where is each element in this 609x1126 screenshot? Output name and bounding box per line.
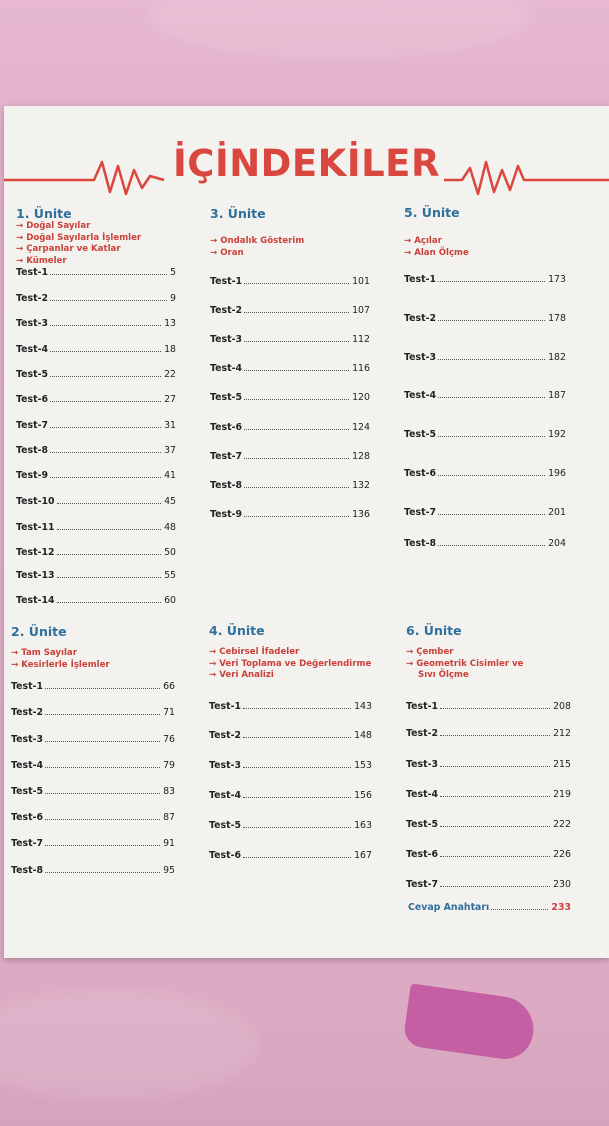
fabric-fold — [0, 990, 260, 1100]
entry-label: Test-6 — [404, 468, 436, 479]
entry-label: Test-2 — [406, 728, 438, 739]
entry-label: Test-4 — [210, 363, 242, 374]
dot-leader — [57, 577, 162, 578]
page-number: 9 — [170, 293, 176, 304]
test-entry[interactable] — [406, 698, 571, 712]
page-number: 22 — [164, 369, 176, 380]
page-number: 66 — [163, 681, 175, 692]
page-title: İÇİNDEKİLER — [173, 142, 440, 185]
page-number: 208 — [553, 701, 571, 712]
dot-leader — [438, 281, 545, 282]
test-entry[interactable] — [406, 846, 571, 860]
page-number: 18 — [164, 344, 176, 355]
dot-leader — [50, 274, 167, 275]
entry-label: Test-2 — [209, 730, 241, 741]
test-entry[interactable] — [11, 783, 175, 797]
entry-label: Cevap Anahtarı — [408, 902, 490, 913]
topic-list — [404, 236, 469, 259]
dot-leader — [438, 545, 545, 546]
test-entry[interactable] — [406, 725, 571, 739]
entry-label: Test-4 — [16, 344, 48, 355]
dot-leader — [57, 503, 162, 504]
dot-leader — [45, 845, 160, 846]
test-entry[interactable] — [16, 366, 176, 380]
dot-leader — [243, 857, 351, 858]
topic-item: → Çarpanlar ve Katlar — [16, 244, 141, 256]
entry-label: Test-3 — [404, 352, 436, 363]
page-number: 87 — [163, 812, 175, 823]
test-entry[interactable] — [210, 360, 370, 374]
test-entry[interactable] — [11, 862, 175, 876]
dot-leader — [440, 826, 550, 827]
entry-label: Test-2 — [210, 305, 242, 316]
dot-leader — [244, 516, 349, 517]
dot-leader — [45, 819, 160, 820]
entry-label: Test-11 — [16, 522, 55, 533]
page-number: 173 — [548, 274, 566, 285]
answer-key-entry[interactable] — [408, 899, 571, 913]
entry-label: Test-8 — [16, 445, 48, 456]
test-entry[interactable] — [404, 535, 566, 549]
entry-label: Test-2 — [11, 707, 43, 718]
test-entry[interactable] — [16, 290, 176, 304]
test-entry[interactable] — [209, 757, 372, 771]
page-number: 163 — [354, 820, 372, 831]
page-number: 222 — [553, 819, 571, 830]
dot-leader — [57, 602, 162, 603]
dot-leader — [438, 436, 545, 437]
entry-label: Test-7 — [406, 879, 438, 890]
test-entry[interactable] — [406, 756, 571, 770]
topic-item: → Alan Ölçme — [404, 248, 469, 260]
entry-label: Test-4 — [406, 789, 438, 800]
test-entry[interactable] — [11, 835, 175, 849]
dot-leader — [491, 909, 548, 910]
test-entry[interactable] — [16, 315, 176, 329]
test-entry[interactable] — [11, 704, 175, 718]
page-number: 13 — [164, 318, 176, 329]
test-entry[interactable] — [11, 809, 175, 823]
page-number: 233 — [551, 902, 571, 913]
dot-leader — [244, 312, 349, 313]
topic-item: → Kümeler — [16, 256, 141, 268]
dot-leader — [45, 793, 160, 794]
unit-title: 5. Ünite — [404, 205, 460, 220]
test-entry[interactable] — [16, 544, 176, 558]
entry-label: Test-14 — [16, 595, 55, 606]
page-number: 178 — [548, 313, 566, 324]
page-number: 79 — [163, 760, 175, 771]
page-number: 230 — [553, 879, 571, 890]
dot-leader — [45, 872, 160, 873]
page-number: 55 — [164, 570, 176, 581]
page-number: 132 — [352, 480, 370, 491]
dot-leader — [438, 397, 545, 398]
page-number: 120 — [352, 392, 370, 403]
dot-leader — [244, 429, 349, 430]
topic-item: Sıvı Ölçme — [418, 670, 469, 681]
unit-title: 2. Ünite — [11, 624, 67, 639]
dot-leader — [50, 300, 167, 301]
entry-label: Test-10 — [16, 496, 55, 507]
test-entry[interactable] — [210, 506, 370, 520]
test-entry[interactable] — [404, 465, 566, 479]
test-entry[interactable] — [406, 816, 571, 830]
entry-label: Test-6 — [210, 422, 242, 433]
dot-leader — [244, 487, 349, 488]
topic-item: → Doğal Sayılarla İşlemler — [16, 233, 141, 245]
dot-leader — [440, 856, 550, 857]
dot-leader — [244, 341, 349, 342]
topic-item: → Veri Toplama ve Değerlendirme — [209, 659, 371, 671]
dot-leader — [50, 427, 161, 428]
test-entry[interactable] — [404, 310, 566, 324]
dot-leader — [440, 708, 550, 709]
dot-leader — [440, 735, 550, 736]
fabric-fold — [150, 0, 530, 60]
test-entry[interactable] — [16, 391, 176, 405]
ribbon-bookmark — [402, 983, 537, 1062]
dot-leader — [45, 767, 160, 768]
page-number: 136 — [352, 509, 370, 520]
test-entry[interactable] — [209, 847, 372, 861]
page-number: 83 — [163, 786, 175, 797]
page-number: 156 — [354, 790, 372, 801]
entry-label: Test-5 — [210, 392, 242, 403]
entry-label: Test-4 — [209, 790, 241, 801]
entry-label: Test-1 — [209, 701, 241, 712]
dot-leader — [57, 554, 162, 555]
entry-label: Test-1 — [404, 274, 436, 285]
test-entry[interactable] — [16, 592, 176, 606]
page-number: 143 — [354, 701, 372, 712]
entry-label: Test-1 — [210, 276, 242, 287]
page-number: 31 — [164, 420, 176, 431]
page-number: 112 — [352, 334, 370, 345]
entry-label: Test-5 — [209, 820, 241, 831]
entry-label: Test-9 — [16, 470, 48, 481]
page-number: 219 — [553, 789, 571, 800]
test-entry[interactable] — [11, 678, 175, 692]
page-number: 215 — [553, 759, 571, 770]
page-number: 201 — [548, 507, 566, 518]
page-number: 27 — [164, 394, 176, 405]
dot-leader — [50, 452, 161, 453]
topic-item: → Açılar — [404, 236, 469, 248]
dot-leader — [244, 458, 349, 459]
dot-leader — [50, 477, 161, 478]
test-entry[interactable] — [11, 757, 175, 771]
page-number: 60 — [164, 595, 176, 606]
topic-item: → Kesirlerle İşlemler — [11, 660, 110, 672]
entry-label: Test-3 — [11, 734, 43, 745]
page-number: 153 — [354, 760, 372, 771]
entry-label: Test-2 — [16, 293, 48, 304]
dot-leader — [440, 796, 550, 797]
topic-list — [406, 647, 523, 682]
entry-label: Test-5 — [406, 819, 438, 830]
test-entry[interactable] — [210, 273, 370, 287]
topic-item: → Doğal Sayılar — [16, 221, 141, 233]
dot-leader — [438, 475, 545, 476]
entry-label: Test-3 — [16, 318, 48, 329]
test-entry[interactable] — [209, 727, 372, 741]
entry-label: Test-7 — [16, 420, 48, 431]
test-entry[interactable] — [404, 387, 566, 401]
test-entry[interactable] — [404, 426, 566, 440]
test-entry[interactable] — [210, 419, 370, 433]
topic-item: → Veri Analizi — [209, 670, 371, 682]
unit-title: 4. Ünite — [209, 623, 265, 638]
page-number: 50 — [164, 547, 176, 558]
dot-leader — [243, 827, 351, 828]
entry-label: Test-1 — [16, 267, 48, 278]
test-entry[interactable] — [16, 567, 176, 581]
test-entry[interactable] — [404, 271, 566, 285]
entry-label: Test-8 — [404, 538, 436, 549]
entry-label: Test-4 — [404, 390, 436, 401]
page-number: 226 — [553, 849, 571, 860]
test-entry[interactable] — [11, 731, 175, 745]
topic-item: → Cebirsel İfadeler — [209, 647, 371, 659]
page-number: 41 — [164, 470, 176, 481]
dot-leader — [45, 688, 160, 689]
entry-label: Test-3 — [406, 759, 438, 770]
test-entry[interactable] — [16, 493, 176, 507]
test-entry[interactable] — [406, 786, 571, 800]
dot-leader — [244, 399, 349, 400]
topic-item: → Oran — [210, 248, 304, 260]
page-number: 107 — [352, 305, 370, 316]
entry-label: Test-7 — [11, 838, 43, 849]
dot-leader — [438, 320, 545, 321]
dot-leader — [57, 529, 162, 530]
dot-leader — [50, 325, 161, 326]
page-number: 148 — [354, 730, 372, 741]
test-entry[interactable] — [209, 787, 372, 801]
page-number: 187 — [548, 390, 566, 401]
topic-item: → Ondalık Gösterim — [210, 236, 304, 248]
test-entry[interactable] — [16, 341, 176, 355]
page-number: 37 — [164, 445, 176, 456]
dot-leader — [243, 767, 351, 768]
test-entry[interactable] — [404, 504, 566, 518]
test-entry[interactable] — [209, 698, 372, 712]
dot-leader — [440, 886, 550, 887]
topic-list — [209, 647, 371, 682]
entry-label: Test-4 — [11, 760, 43, 771]
dot-leader — [440, 766, 550, 767]
entry-label: Test-5 — [16, 369, 48, 380]
entry-label: Test-5 — [404, 429, 436, 440]
page-number: 167 — [354, 850, 372, 861]
page-number: 95 — [163, 865, 175, 876]
page-number: 182 — [548, 352, 566, 363]
dot-leader — [244, 370, 349, 371]
unit-title: 1. Ünite — [16, 206, 72, 221]
topic-item: → Geometrik Cisimler ve — [406, 659, 523, 671]
test-entry[interactable] — [210, 302, 370, 316]
topic-list — [16, 221, 141, 267]
dot-leader — [45, 714, 160, 715]
entry-label: Test-8 — [210, 480, 242, 491]
topic-list — [210, 236, 304, 259]
page-number: 5 — [170, 267, 176, 278]
page-number: 116 — [352, 363, 370, 374]
page-number: 91 — [163, 838, 175, 849]
test-entry[interactable] — [16, 417, 176, 431]
entry-label: Test-13 — [16, 570, 55, 581]
test-entry[interactable] — [210, 389, 370, 403]
unit-title: 3. Ünite — [210, 206, 266, 221]
test-entry[interactable] — [16, 519, 176, 533]
unit-title: 6. Ünite — [406, 623, 462, 638]
entry-label: Test-6 — [16, 394, 48, 405]
page-number: 204 — [548, 538, 566, 549]
test-entry[interactable] — [16, 442, 176, 456]
entry-label: Test-2 — [404, 313, 436, 324]
dot-leader — [45, 741, 160, 742]
page-number: 71 — [163, 707, 175, 718]
page-number: 124 — [352, 422, 370, 433]
page-number: 192 — [548, 429, 566, 440]
entry-label: Test-1 — [406, 701, 438, 712]
test-entry[interactable] — [210, 331, 370, 345]
dot-leader — [243, 797, 351, 798]
entry-label: Test-7 — [404, 507, 436, 518]
page-number: 45 — [164, 496, 176, 507]
entry-label: Test-7 — [210, 451, 242, 462]
entry-label: Test-5 — [11, 786, 43, 797]
entry-label: Test-6 — [11, 812, 43, 823]
dot-leader — [438, 514, 545, 515]
entry-label: Test-8 — [11, 865, 43, 876]
dot-leader — [243, 708, 351, 709]
test-entry[interactable] — [210, 448, 370, 462]
entry-label: Test-6 — [406, 849, 438, 860]
dot-leader — [50, 376, 161, 377]
entry-label: Test-9 — [210, 509, 242, 520]
page-number: 128 — [352, 451, 370, 462]
test-entry[interactable] — [16, 467, 176, 481]
dot-leader — [438, 359, 545, 360]
entry-label: Test-1 — [11, 681, 43, 692]
entry-label: Test-3 — [210, 334, 242, 345]
dot-leader — [244, 283, 349, 284]
page-number: 101 — [352, 276, 370, 287]
topic-item: → Çember — [406, 647, 523, 659]
dot-leader — [243, 737, 351, 738]
topic-list — [11, 648, 110, 671]
test-entry[interactable] — [16, 264, 176, 278]
topic-item: → Tam Sayılar — [11, 648, 110, 660]
page-number: 196 — [548, 468, 566, 479]
test-entry[interactable] — [406, 876, 571, 890]
dot-leader — [50, 351, 161, 352]
test-entry[interactable] — [209, 817, 372, 831]
page-number: 76 — [163, 734, 175, 745]
test-entry[interactable] — [210, 477, 370, 491]
page-number: 48 — [164, 522, 176, 533]
entry-label: Test-3 — [209, 760, 241, 771]
page-number: 212 — [553, 728, 571, 739]
dot-leader — [50, 401, 161, 402]
entry-label: Test-12 — [16, 547, 55, 558]
entry-label: Test-6 — [209, 850, 241, 861]
test-entry[interactable] — [404, 349, 566, 363]
